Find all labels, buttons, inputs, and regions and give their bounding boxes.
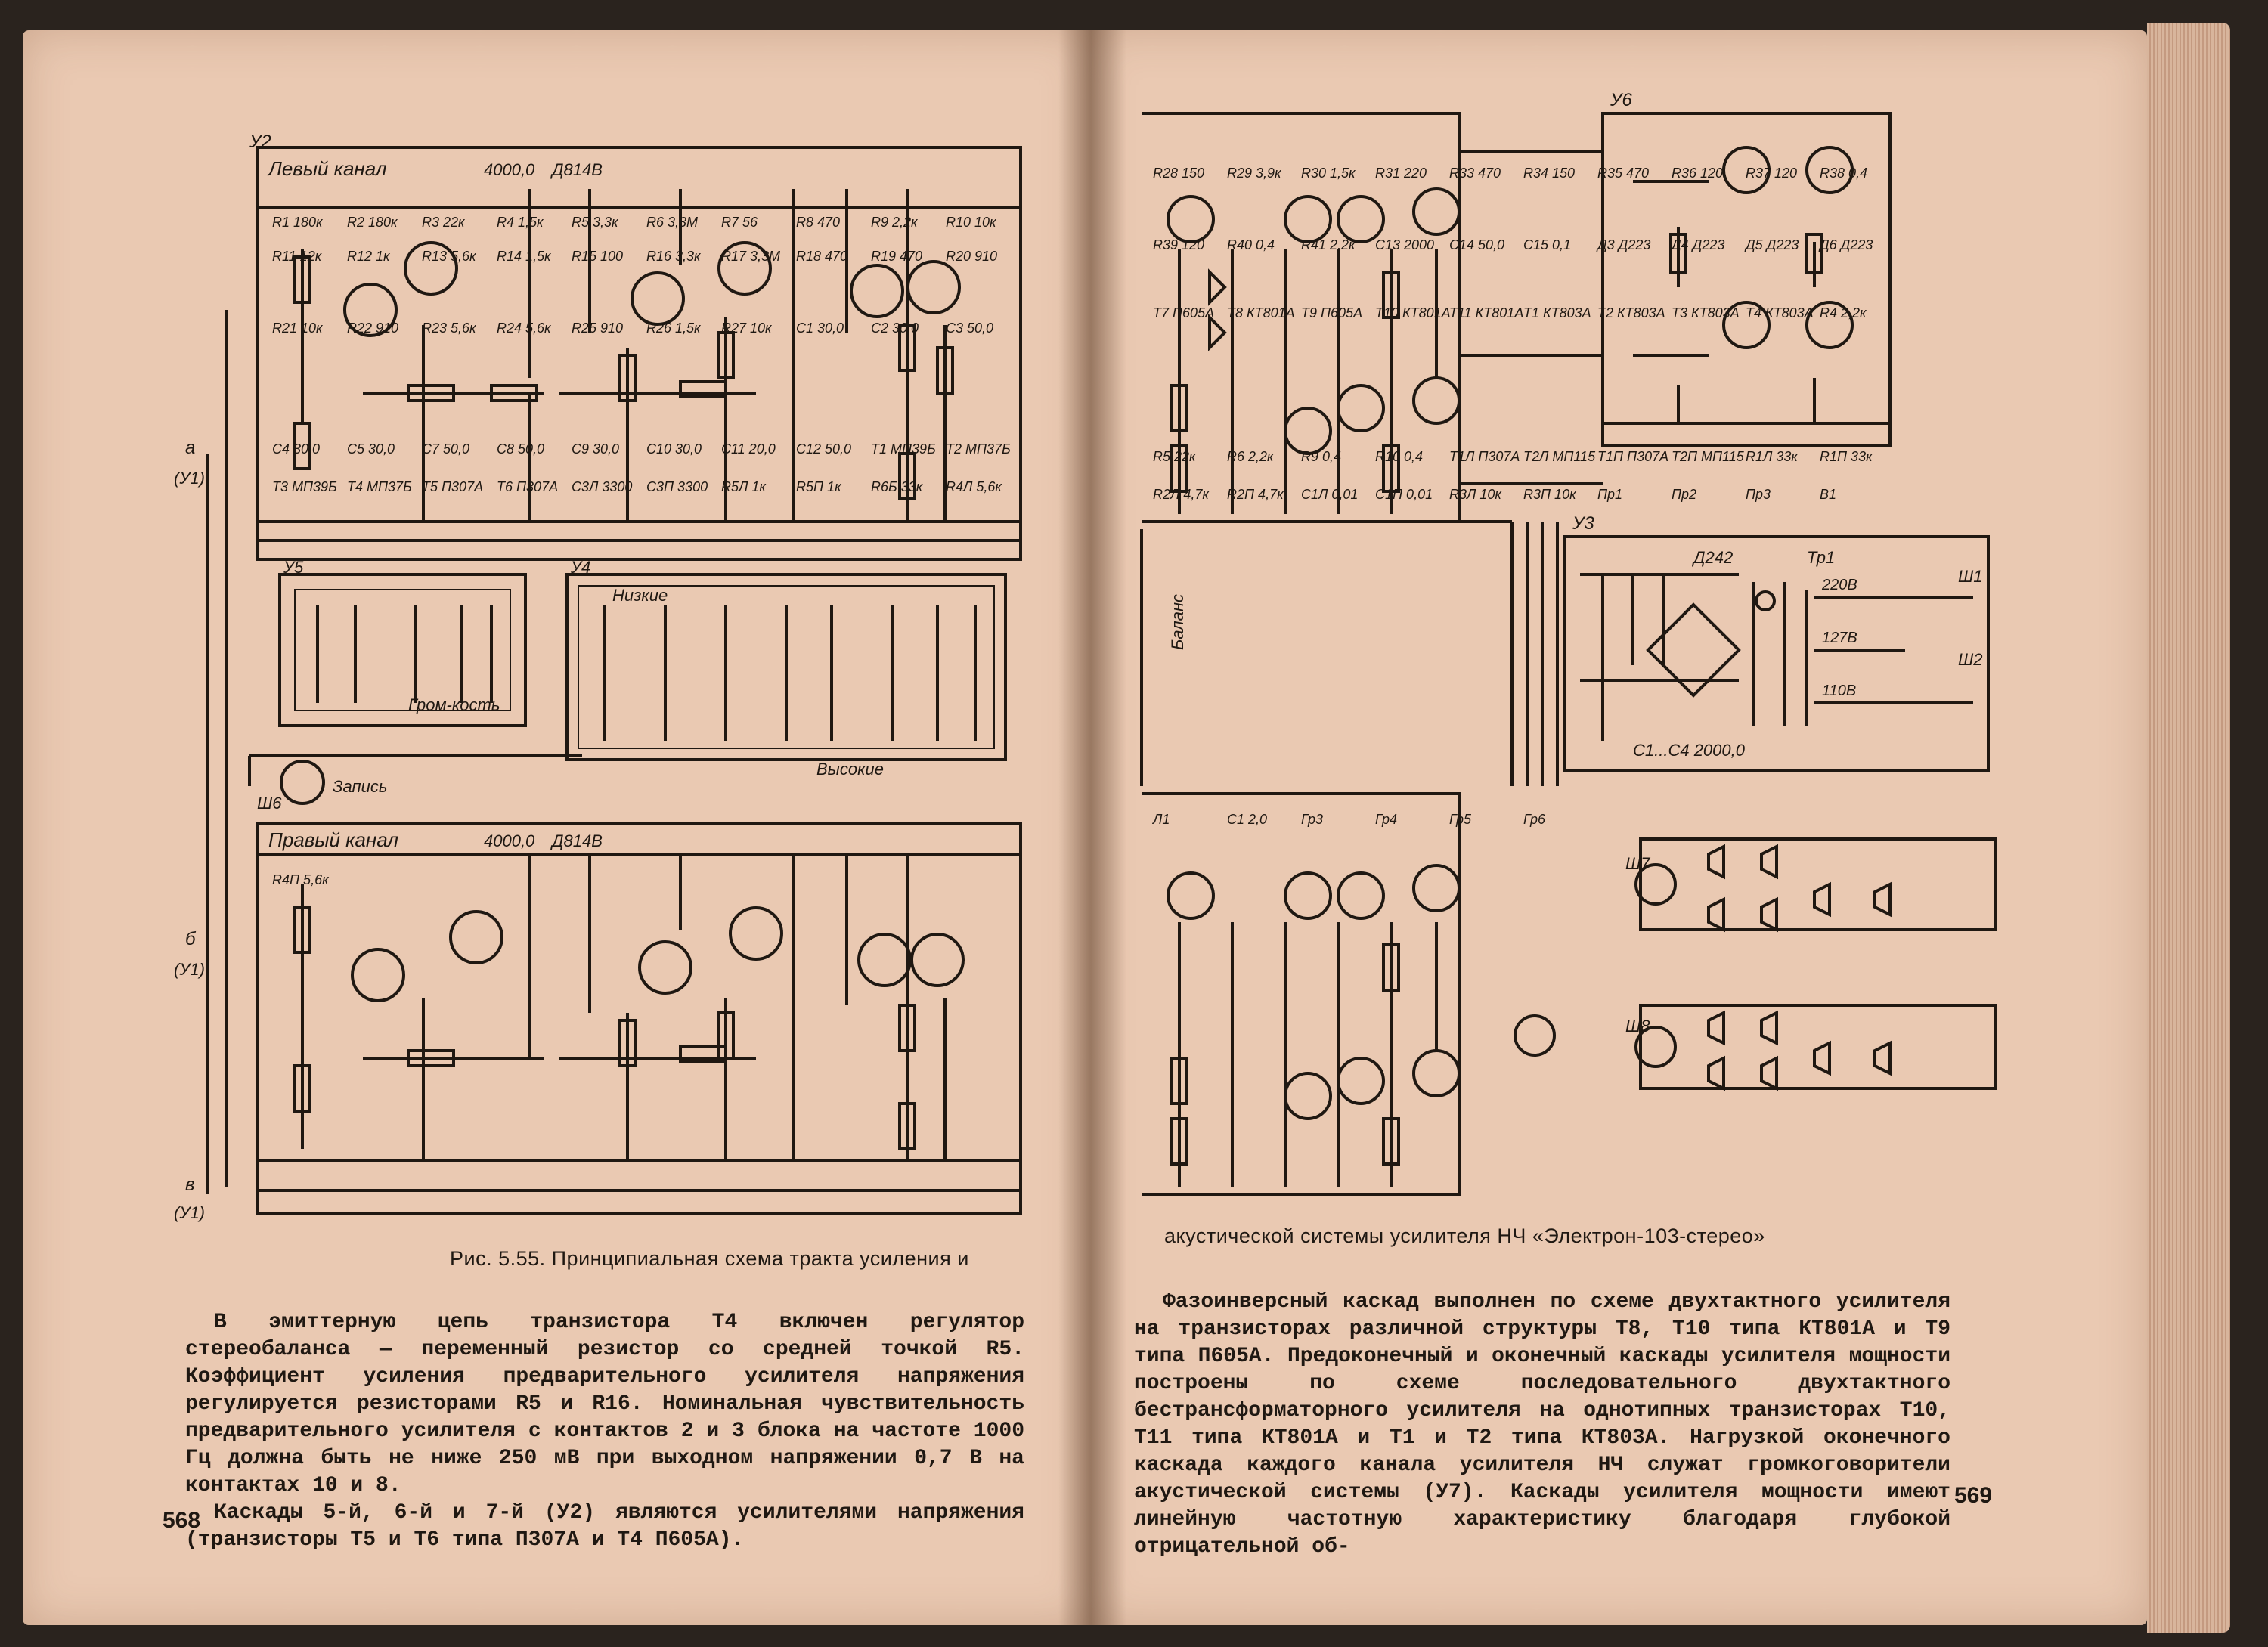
component-label: R5Л 1к (721, 479, 766, 494)
component-label: R10 0,4 (1375, 449, 1424, 464)
component-label: R6Б 33к (871, 479, 923, 494)
component-label: R21 10к (272, 320, 323, 336)
component-label: R4П 5,6к (272, 872, 329, 887)
component-label: R40 0,4 (1227, 237, 1275, 252)
component-label: Гр4 (1375, 812, 1398, 827)
component-label: R3П 10к (1523, 487, 1576, 502)
label-right-channel: Правый канал (268, 828, 399, 851)
component-label: R6 3,3М (646, 215, 699, 230)
component-label: C1П 0,01 (1375, 487, 1433, 502)
label-volume: Гром-кость (408, 695, 500, 714)
component-label: R28 150 (1153, 166, 1205, 181)
label-input-v: в (185, 1175, 195, 1195)
label-balance: Баланс (1168, 593, 1187, 650)
component-label: R30 1,5к (1301, 166, 1356, 181)
component-label: R17 3,3М (721, 249, 781, 264)
label-bridge-d242: Д242 (1693, 548, 1734, 567)
component-label: R6 2,2к (1227, 449, 1274, 464)
paragraph: Каскады 5-й, 6-й и 7-й (У2) являются усилителями напряжения (транзисторы Т5 и Т6 типа П307А и Т4 П605А). (185, 1501, 1024, 1552)
label-block-u5: У5 (284, 558, 304, 577)
component-label: T1Л П307А (1449, 449, 1520, 464)
component-label: T2Л МП115 (1523, 449, 1596, 464)
component-label: Пр1 (1597, 487, 1623, 502)
right-page-text (1134, 1289, 1950, 1561)
component-label: T3 КТ803А (1672, 305, 1740, 320)
label-zener-top: Д814В (552, 160, 603, 179)
component-label: T4 КТ803А (1746, 305, 1814, 320)
component-label: R27 10к (721, 320, 772, 336)
component-label: T1П П307А (1597, 449, 1669, 464)
component-label: R41 2,2к (1301, 237, 1356, 252)
component-label: R5П 1к (796, 479, 841, 494)
label-mains-110: 110В (1822, 683, 1857, 699)
component-label: R34 150 (1523, 166, 1576, 181)
label-connector-sh8: Ш8 (1625, 1017, 1650, 1036)
component-label: R37 120 (1746, 166, 1798, 181)
component-label: R3 22к (422, 215, 465, 230)
label-high-tones: Высокие (816, 760, 884, 779)
component-label: Д6 Д223 (1820, 237, 1873, 252)
component-label: C15 0,1 (1523, 237, 1572, 252)
label-mains-220: 220В (1822, 577, 1857, 593)
component-label: R4Л 5,6к (946, 479, 1002, 494)
label-left-channel: Левый канал (268, 157, 387, 180)
component-label: T9 П605А (1301, 305, 1363, 320)
label-input-b: б (185, 929, 196, 949)
component-label: C5 30,0 (347, 441, 395, 457)
component-label: R33 470 (1449, 166, 1501, 181)
component-label: R5 3,3к (572, 215, 618, 230)
label-record: Запись (333, 777, 388, 796)
paragraph: В эмиттерную цепь транзистора Т4 включен регулятор стереобаланса — переменный резистор со средней точкой R5. Коэффициент усиления предварительного усилителя напряжения регулируется резисторами R5 и R16. Номинальная чувствительность предварительного усилителя с контактов 2 и 3 блока на частоте 1000 Гц должна быть не ниже 250 мВ при выходном напряжении 0,7 В на контактах 10 и 8. (185, 1311, 1024, 1497)
component-label: В1 (1820, 487, 1837, 502)
component-label: R18 470 (796, 249, 848, 264)
component-label: T1 КТ803А (1523, 305, 1591, 320)
component-label: R9 0,4 (1301, 449, 1342, 464)
label-low-tones: Низкие (612, 586, 668, 605)
component-label: R22 910 (347, 320, 399, 336)
component-label: Д3 Д223 (1597, 237, 1651, 252)
component-label: R1П 33к (1820, 449, 1873, 464)
component-label: T8 КТ801А (1227, 305, 1295, 320)
component-label: C13 2000 (1375, 237, 1435, 252)
component-label: R8 470 (796, 215, 841, 230)
component-label: R3Л 10к (1449, 487, 1501, 502)
component-label: R2 180к (347, 215, 398, 230)
component-label: Д4 Д223 (1672, 237, 1725, 252)
component-label: C8 50,0 (497, 441, 545, 457)
component-label: C1 2,0 (1227, 812, 1268, 827)
component-label: Д5 Д223 (1746, 237, 1799, 252)
figure-caption-left: Рис. 5.55. Принципиальная схема тракта усиления и (450, 1247, 969, 1270)
component-label: R39 120 (1153, 237, 1205, 252)
component-label: R4 2,2к (1820, 305, 1867, 320)
component-label: R29 3,9к (1227, 166, 1281, 181)
component-label: Пр3 (1746, 487, 1771, 502)
component-label: Гр5 (1449, 812, 1472, 827)
component-label: R20 910 (946, 249, 998, 264)
component-label: R16 3,3к (646, 249, 701, 264)
label-input-b-u1: (У1) (174, 960, 205, 979)
component-label: C1Л 0,01 (1301, 487, 1359, 502)
component-label: T7 П605А (1153, 305, 1215, 320)
component-label: T2П МП115 (1672, 449, 1744, 464)
component-label: R23 5,6к (422, 320, 476, 336)
component-label: R1 180к (272, 215, 323, 230)
component-label: T2 КТ803А (1597, 305, 1665, 320)
label-input-a-u1: (У1) (174, 469, 205, 488)
block-u3-power-supply (1565, 537, 1988, 771)
component-label: C10 30,0 (646, 441, 702, 457)
label-connector-sh7: Ш7 (1625, 854, 1650, 873)
left-page-text (185, 1309, 1024, 1554)
component-label: T4 МП37Б (347, 479, 412, 494)
component-label: C12 50,0 (796, 441, 852, 457)
component-label: C7 50,0 (422, 441, 470, 457)
component-label: R25 910 (572, 320, 624, 336)
component-label: Гр3 (1301, 812, 1324, 827)
component-label: T3 МП39Б (272, 479, 337, 494)
component-label: C2 30,0 (871, 320, 919, 336)
component-label: R10 10к (946, 215, 996, 230)
page-number-right: 569 (1954, 1483, 1993, 1508)
component-label: R2Л 4,7к (1153, 487, 1209, 502)
paragraph: Фазоинверсный каскад выполнен по схеме двухтактного усилителя на транзисторах различной структуры Т8, Т10 типа КТ801А и Т9 типа П605А. Предоконечный и оконечный каскады усилителя мощности построены по схеме последовательного двухтактного бестрансформаторного усилителя на однотипных транзисторах Т10, Т11 типа КТ801А и Т1 и Т2 типа КТ803А. Нагрузкой оконечного каскада каждого канала усилителя НЧ служат громкоговорители акустической системы (У7). Каскады усилителя мощности имеют линейную частотную характеристику благодаря глубокой отрицательной об- (1134, 1290, 1950, 1559)
component-label: R38 0,4 (1820, 166, 1868, 181)
figure-caption-right: акустической системы усилителя НЧ «Электрон-103-стерео» (1164, 1224, 1765, 1247)
component-label: C3Л 3300 (572, 479, 633, 494)
label-block-u4: У4 (571, 558, 591, 577)
component-label: R12 1к (347, 249, 390, 264)
component-label: T5 П307А (422, 479, 484, 494)
label-cap-4000-top: 4000,0 (484, 160, 535, 179)
component-label: R35 470 (1597, 166, 1650, 181)
component-label: R31 220 (1375, 166, 1427, 181)
label-connector-sh2: Ш2 (1958, 650, 1983, 669)
component-label: R4 1,5к (497, 215, 544, 230)
component-label: T6 П307А (497, 479, 559, 494)
component-label: R2П 4,7к (1227, 487, 1284, 502)
component-label: R26 1,5к (646, 320, 701, 336)
label-caps-note: С1...С4 2000,0 (1633, 741, 1745, 760)
component-label: C3 50,0 (946, 320, 994, 336)
component-label: C3П 3300 (646, 479, 708, 494)
label-connector-sh6: Ш6 (257, 794, 282, 813)
component-label: C1 30,0 (796, 320, 844, 336)
component-label: R36 120 (1672, 166, 1724, 181)
component-label: R9 2,2к (871, 215, 918, 230)
label-block-u2: У2 (249, 132, 271, 152)
label-input-a: а (185, 438, 196, 458)
component-label: R19 470 (871, 249, 923, 264)
component-label: R5 22к (1153, 449, 1196, 464)
component-label: R1Л 33к (1746, 449, 1798, 464)
component-label: Пр2 (1672, 487, 1697, 502)
label-mains-127: 127В (1822, 630, 1857, 646)
component-label: T2 МП37Б (946, 441, 1011, 457)
component-label: T10 КТ801А (1375, 305, 1451, 320)
component-label: Л1 (1153, 812, 1170, 827)
block-u6 (1603, 113, 1890, 446)
label-zener-bottom: Д814В (552, 831, 603, 850)
component-label: R15 100 (572, 249, 624, 264)
component-label: C11 20,0 (721, 441, 776, 457)
component-label: R13 5,6к (422, 249, 476, 264)
component-label: R24 5,6к (497, 320, 551, 336)
component-label: C14 50,0 (1449, 237, 1505, 252)
label-block-u6: У6 (1610, 90, 1632, 110)
label-cap-4000-bottom: 4000,0 (484, 831, 535, 850)
component-label: R7 56 (721, 215, 758, 230)
page-number-left: 568 (163, 1508, 201, 1533)
label-block-u3: У3 (1572, 513, 1594, 534)
component-label: T1 МП39Б (871, 441, 936, 457)
component-label: C9 30,0 (572, 441, 620, 457)
component-label: T11 КТ801А (1449, 305, 1524, 320)
label-transformer: Тр1 (1807, 548, 1836, 567)
component-label: Гр6 (1523, 812, 1546, 827)
label-input-v-u1: (У1) (174, 1203, 205, 1222)
component-label: R14 1,5к (497, 249, 551, 264)
component-label: R11 12к (272, 249, 322, 264)
component-label: C4 30,0 (272, 441, 321, 457)
label-connector-sh1: Ш1 (1958, 567, 1983, 586)
